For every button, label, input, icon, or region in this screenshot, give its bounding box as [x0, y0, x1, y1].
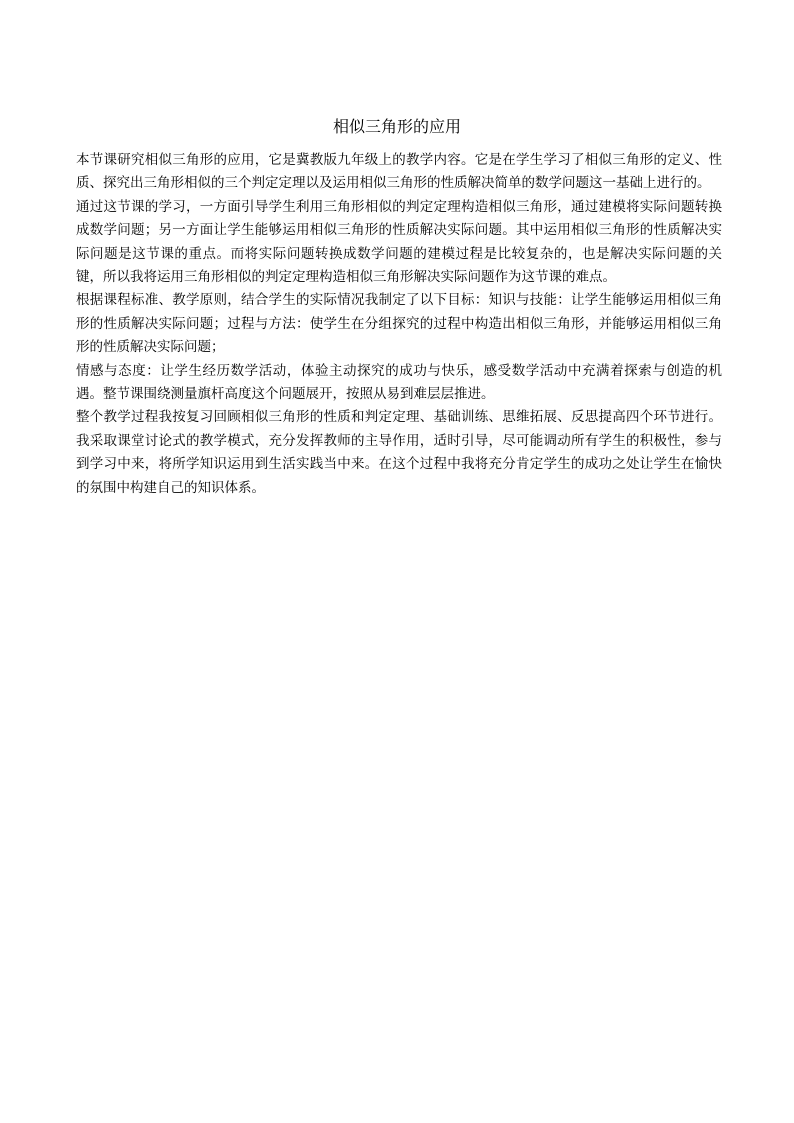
document-title: 相似三角形的应用 — [332, 117, 461, 136]
document-body — [76, 149, 722, 500]
paragraph-intro: 本节课研究相似三角形的应用，它是冀教版九年级上的教学内容。它是在学生学习了相似三角形的定义、性质、探究出三角形相似的三个判定定理以及运用相似三角形的性质解决简单的数学问题这一基础上进行的。 — [76, 152, 722, 192]
paragraph-key-points: 通过这节课的学习，一方面引导学生利用三角形相似的判定定理构造相似三角形，通过建模将实际问题转换成数学问题；另一方面让学生能够运用相似三角形的性质解决实际问题。其中运用相似三角形的性质解决实际问题是这节课的重点。而将实际问题转换成数学问题的建模过程是比较复杂的，也是解决实际问题的关键，所以我将运用三角形相似的判定定理构造相似三角形解决实际问题作为这节课的难点。 — [76, 198, 722, 286]
paragraph-process: 整个教学过程我按复习回顾相似三角形的性质和判定定理、基础训练、思维拓展、反思提高四个环节进行。我采取课堂讨论式的教学模式，充分发挥教师的主导作用，适时引导，尽可能调动所有学生的积极性，参与到学习中来，将所学知识运用到生活实践当中来。在这个过程中我将充分肯定学生的成功之处让学生在愉快的氛围中构建自己的知识体系。 — [76, 409, 722, 496]
paragraph-objectives: 根据课程标准、教学原则，结合学生的实际情况我制定了以下目标：知识与技能：让学生能够运用相似三角形的性质解决实际问题；过程与方法：使学生在分组探究的过程中构造出相似三角形，并能够运用相似三角形的性质解决实际问题； — [76, 292, 722, 356]
paragraph-attitude: 情感与态度：让学生经历数学活动，体验主动探究的成功与快乐，感受数学活动中充满着探索与创造的机遇。整节课围绕测量旗杆高度这个问题展开，按照从易到难层层推进。 — [76, 362, 722, 403]
